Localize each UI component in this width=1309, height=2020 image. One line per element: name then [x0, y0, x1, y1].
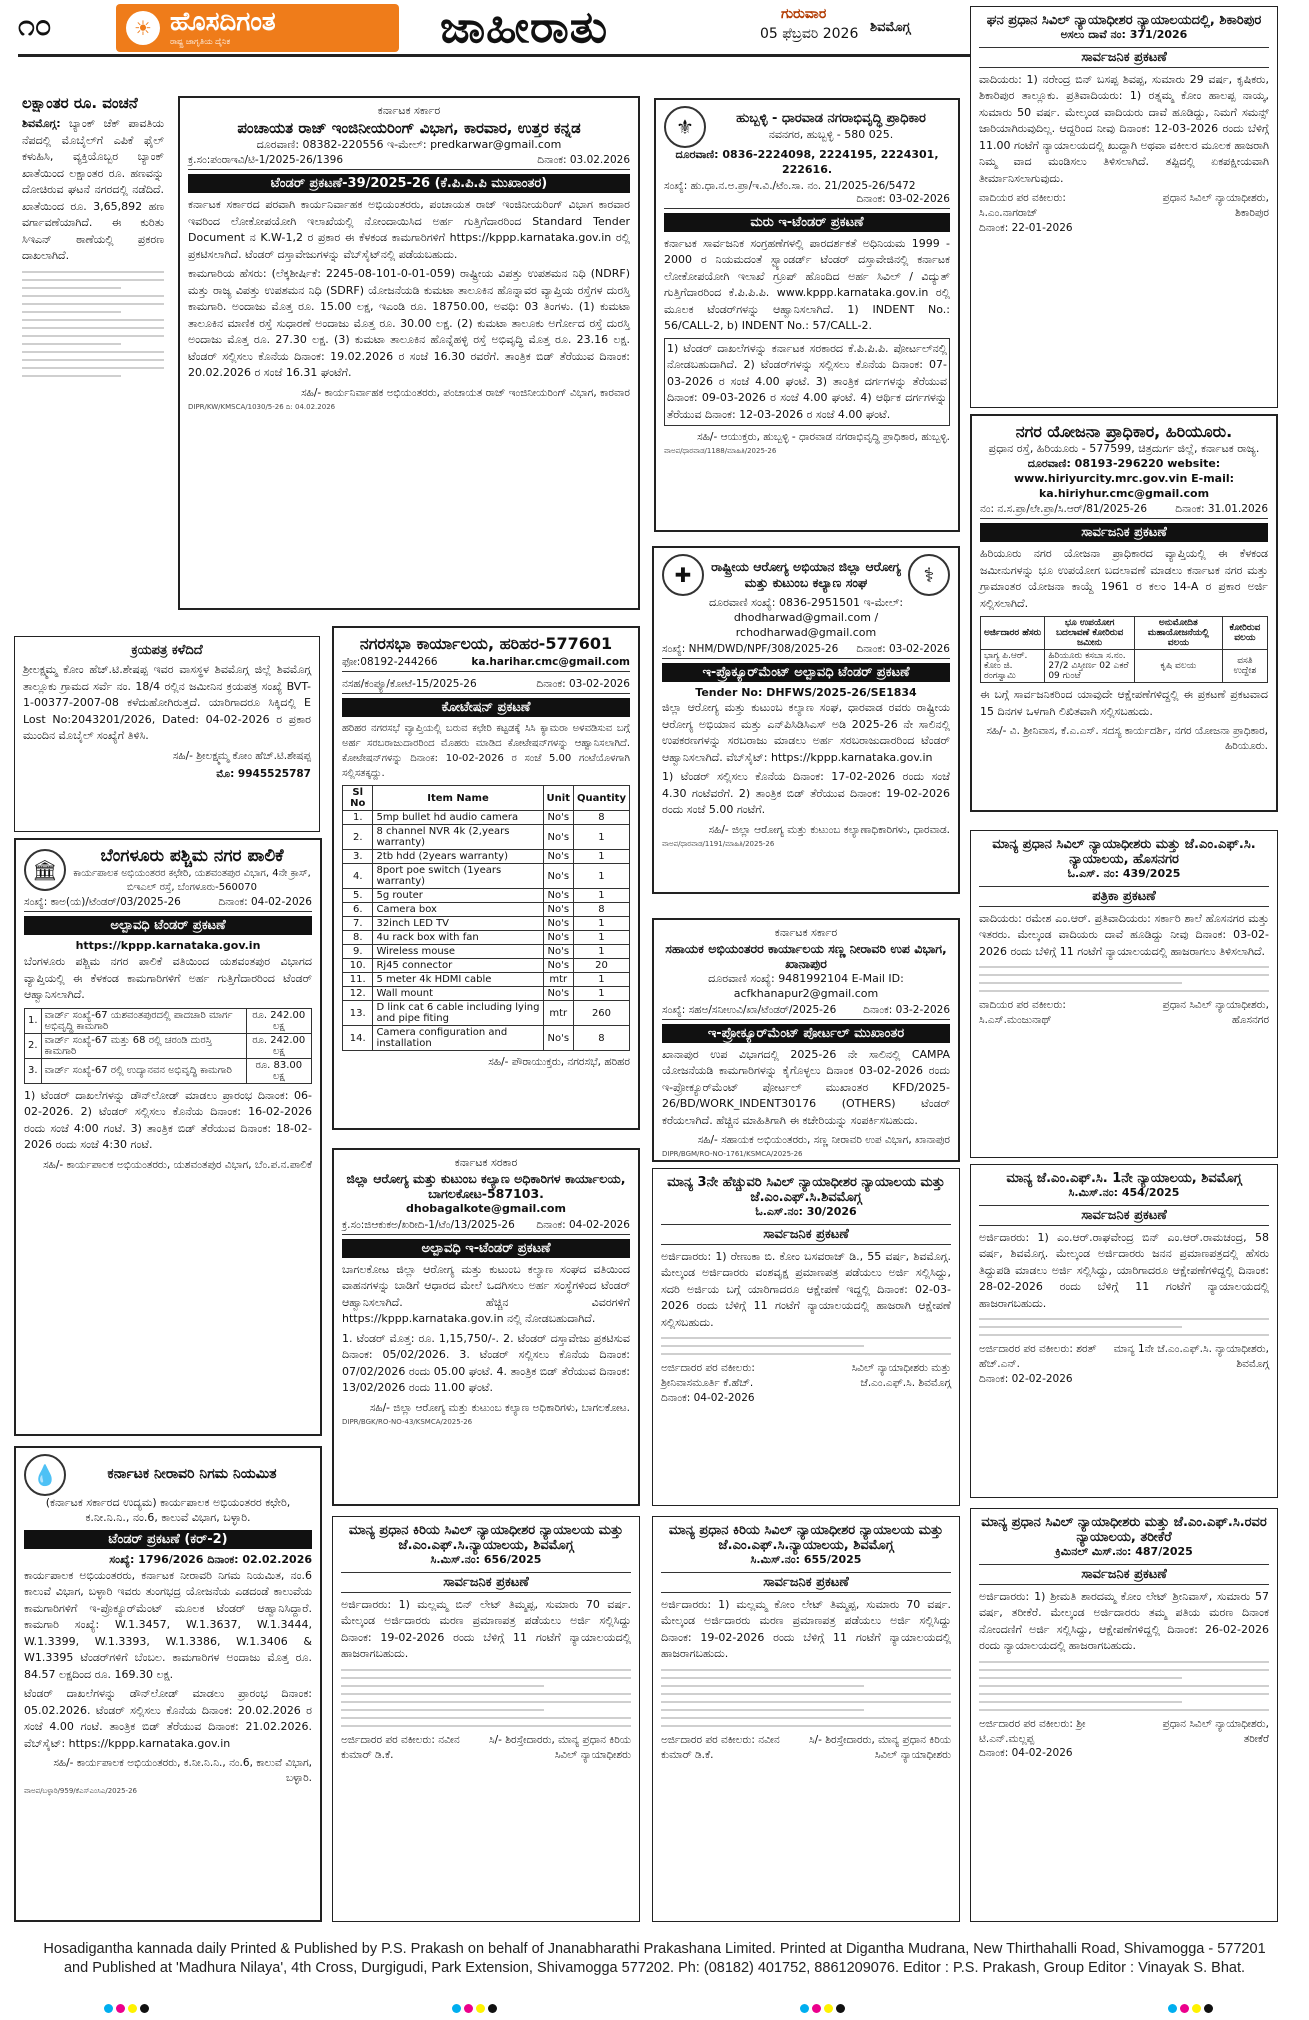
ad-body: ಶ್ರೀಲಕ್ಷ್ಮಮ್ಮ ಕೋಂ ಹೆಚ್.ಟಿ.ಶೇಷಪ್ಪ ಇವರ ವಾಸಸ್ಥಳ ಶಿವಮೊಗ್ಗ ಜಿಲ್ಲೆ ಶಿವಮೊಗ್ಗ ತಾಲ್ಲೂಕು ಗ್ರಾಮದ ಸರ್ವೆ ನಂ. 18/4 ರಲ್ಲಿನ ಜಮೀನಿನ ಕ್ರಯಪತ್ರ ಸಂಖ್ಯೆ BVT-1-00377-2007-08 ಕಳೆದುಹೋಗಿರುತ್ತದೆ. ಯಾರಿಗಾದರೂ ಸಿಕ್ಕಿದಲ್ಲಿ E Lost No:2043201/2026, Dated: 04-02-2026 ರ ಪ್ರಕಾರ ಮುಂದಿನ ಮೊಬೈಲ್ ಸಂಖ್ಯೆಗೆ ತಿಳಿಸಿ. — [23, 663, 311, 742]
table-cell: 1 — [573, 825, 629, 850]
table-cell: 8port poe switch (1years warranty) — [373, 864, 543, 889]
imprint-line-2: and Published at 'Madhura Nilaya', 4th Cross, Durgigudi, Park Extension, Shivamogga 577202. Ph: (08182) 401752, 8861209076. Editor : P.S. Prakash, Group Editor : Vinayak S. Bhat. — [63, 1959, 1246, 1976]
ad-signoff: ಸಹಿ/- ಜಿಲ್ಲಾ ಆರೋಗ್ಯ ಮತ್ತು ಕುಟುಂಬ ಕಲ್ಯಾಣ ಅಧಿಕಾರಿಗಳು, ಬಾಗಲಕೋಟ. — [369, 1401, 630, 1414]
table-cell: 1 — [573, 850, 629, 864]
works-table-body — [25, 1008, 312, 1083]
news-headline: ಲಕ್ಷಾಂತರ ರೂ. ವಂಚನೆ — [22, 94, 138, 112]
court-notice-tarikere: ಮಾನ್ಯ ಪ್ರಧಾನ ಸಿವಿಲ್ ನ್ಯಾಯಾಧೀಶರು ಮತ್ತು ಜೆ.ಎಂ.ಎಫ್.ಸಿ.ರವರ ನ್ಯಾಯಾಲಯ, ತರೀಕೆರೆ ಕ್ರಿಮಿನಲ್ ಮಿಸ್.ನಂ: 487/2025 ಸಾರ್ವಜನಿಕ ಪ್ರಕಟಣೆ ಅರ್ಜಿದಾರರು: 1) ಶ್ರೀಮತಿ ಶಾರದಮ್ಮ ಕೋಂ ಲೇಟ್ ಶ್ರೀನಿವಾಸ್, ಸುಮಾರು 57 ವರ್ಷ, ತರೀಕೆರೆ. ಮೇಲ್ಕಂಡ ಅರ್ಜಿದಾರರು ತಮ್ಮ ಪತಿಯ ಮರಣ ದಿನಾಂಕ ನೋಂದಣಿಗೆ ಅರ್ಜಿ ಸಲ್ಲಿಸಿದ್ದು, ಆಕ್ಷೇಪಣೆಗಳಿದ್ದಲ್ಲಿ ದಿನಾಂಕ: 26-02-2026 ರಂದು ನ್ಯಾಯಾಲಯದಲ್ಲಿ ಹಾಜರಾಗಬಹುದು. ಅರ್ಜಿದಾರರ ಪರ ವಕೀಲರು: ಶ್ರೀ ಟಿ.ಎನ್.ಮಲ್ಲಪ್ಪ ದಿನಾಂಕ: 04-02-2026 ಪ್ರಧಾನ ಸಿವಿಲ್ ನ್ಯಾಯಾಧೀಶರು, ತರೀಕೆರೆ — [970, 1508, 1278, 1922]
ad-ref: ಕ್ರ.ಸಂ:ಪಂರಾಇವಿ/ಟಿ-1/2025-26/1396 — [188, 154, 344, 167]
court-case-number: ಓ.ಎಸ್. ನಂ: 439/2025 — [1067, 867, 1181, 880]
table-cell: 1 — [573, 931, 629, 945]
table-cell: 11. — [343, 973, 373, 987]
table-cell: D link cat 6 cable including lying and pipe fiting — [373, 1001, 543, 1026]
ad-ref: ಕ್ರ.ಸಂ:ಜಿಆಕುಕಅ/ಖರೀದಿ-1/ಟೆಂ/13/2025-26 — [342, 1218, 515, 1231]
table-cell: 8 — [573, 903, 629, 917]
ad-body: ಬಾಗಲಕೋಟ ಜಿಲ್ಲಾ ಆರೋಗ್ಯ ಮತ್ತು ಕುಟುಂಬ ಕಲ್ಯಾಣ ಸಂಘದ ವತಿಯಿಂದ ವಾಹನಗಳನ್ನು ಬಾಡಿಗೆ ಆಧಾರದ ಮೇಲೆ ಒದಗಿಸಲು ಅರ್ಹ ಸಂಸ್ಥೆಗಳಿಂದ ಟೆಂಡರ್ ಆಹ್ವಾನಿಸಲಾಗಿದೆ. ಹೆಚ್ಚಿನ ವಿವರಗಳಿಗೆ https://kppp.karnataka.gov.in ನಲ್ಲಿ ನೋಡಬಹುದಾಗಿದೆ. — [342, 1262, 630, 1326]
ad-phone: ಫೋ:08192-244266 — [342, 656, 438, 668]
news-dateline: ಶಿವಮೊಗ್ಗ: — [22, 117, 61, 130]
ad-schedule: 1) ಟೆಂಡರ್ ದಾಖಲೆಗಳನ್ನು ಕರ್ನಾಟಕ ಸರಕಾರದ ಕೆ.ಪಿ.ಪಿ.ಪಿ. ಪೋರ್ಟಲ್‌ನಲ್ಲಿ ನೋಡಬಹುದಾಗಿದೆ. 2) ಟೆಂಡರ್‌ಗಳನ್ನು ಸಲ್ಲಿಸಲು ಕೊನೆಯ ದಿನಾಂಕ: 07-03-2026 ರ ಸಂಜೆ 4.00 ಘಂಟೆ. 3) ತಾಂತ್ರಿಕ ದರ್ಗಗಳನ್ನು ತೆರೆಯುವ ದಿನಾಂಕ: 09-03-2026 ರ ಸಂಜೆ 4.00 ಘಂಟೆ. 4) ಆರ್ಥಿಕ ದರ್ಗಗಳನ್ನು ತೆರೆಯುವ ದಿನಾಂಕ: 12-03-2026 ರ ಸಂಜೆ 4.00 ಘಂಟೆ. — [664, 338, 950, 427]
ad-date: ದಿನಾಂಕ: 04-02-2026 — [218, 896, 312, 909]
court-body: ಅರ್ಜಿದಾರರು: 1) ಮಲ್ಲಮ್ಮ ಕೋಂ ಲೇಟ್ ತಿಮ್ಮಪ್ಪ, ಸುಮಾರು 70 ವರ್ಷ. ಮೇಲ್ಕಂಡ ಅರ್ಜಿದಾರರು ಮರಣ ಪ್ರಮಾಣಪತ್ರ ಪಡೆಯಲು ಅರ್ಜಿ ಸಲ್ಲಿಸಿದ್ದು ದಿನಾಂಕ: 19-02-2026 ರಂದು ಬೆಳಿಗ್ಗೆ 11 ಗಂಟೆಗೆ ನ್ಯಾಯಾಲಯದಲ್ಲಿ ಹಾಜರಾಗಬಹುದು. — [661, 1597, 951, 1661]
court-notice-shimoga-civil-656: ಮಾನ್ಯ ಪ್ರಧಾನ ಕಿರಿಯ ಸಿವಿಲ್ ನ್ಯಾಯಾಧೀಶರ ನ್ಯಾಯಾಲಯ ಮತ್ತು ಜೆ.ಎಂ.ಎಫ್.ಸಿ.ನ್ಯಾಯಾಲಯ, ಶಿವಮೊಗ್ಗ ಸಿ.ಮಿಸ್.ನಂ: 656/2025 ಸಾರ್ವಜನಿಕ ಪ್ರಕಟಣೆ ಅರ್ಜಿದಾರರು: 1) ಮಲ್ಲಮ್ಮ ಬಿನ್ ಲೇಟ್ ತಿಮ್ಮಪ್ಪ, ಸುಮಾರು 70 ವರ್ಷ. ಮೇಲ್ಕಂಡ ಅರ್ಜಿದಾರರು ಮರಣ ಪ್ರಮಾಣಪತ್ರ ಪಡೆಯಲು ಅರ್ಜಿ ಸಲ್ಲಿಸಿದ್ದು ದಿನಾಂಕ: 19-02-2026 ರಂದು ಬೆಳಿಗ್ಗೆ 11 ಗಂಟೆಗೆ ನ್ಯಾಯಾಲಯದಲ್ಲಿ ಹಾಜರಾಗಬಹುದು. ಅರ್ಜಿದಾರರ ಪರ ವಕೀಲರು: ನವೀನ ಕುಮಾರ್ ಡಿ.ಕೆ. ಸಿ/- ಶಿರಸ್ತೇದಾರರು, ಮಾನ್ಯ ಪ್ರಧಾನ ಕಿರಿಯ ಸಿವಿಲ್ ನ್ಯಾಯಾಧೀಶರು — [332, 1516, 640, 1922]
ad-portal: https://kppp.karnataka.gov.in — [75, 939, 261, 953]
court-judge: ಪ್ರಧಾನ ಸಿವಿಲ್ ನ್ಯಾಯಾಧೀಶರು, ಹೊಸನಗರ — [1162, 999, 1269, 1027]
court-notice-hosanagar: ಮಾನ್ಯ ಪ್ರಧಾನ ಸಿವಿಲ್ ನ್ಯಾಯಾಧೀಶರು ಮತ್ತು ಜೆ.ಎಂ.ಎಫ್.ಸಿ. ನ್ಯಾಯಾಲಯ, ಹೊಸನಗರ ಓ.ಎಸ್. ನಂ: 439/2025 ಪತ್ರಿಕಾ ಪ್ರಕಟಣೆ ವಾದಿಯರು: ರಮೇಶ ಎಂ.ಆರ್. ಪ್ರತಿವಾದಿಯರು: ಸರ್ಕಾರಿ ಶಾಲೆ ಹೊಸನಗರ ಮತ್ತು ಇತರರು. ಮೇಲ್ಕಂಡ ವಾದಿಯರು ದಾವೆ ಹೂಡಿದ್ದು ನೀವು ದಿನಾಂಕ: 03-02-2026 ರಂದು ಬೆಳಿಗ್ಗೆ 11 ಗಂಟೆಗೆ ನ್ಯಾಯಾಲಯದಲ್ಲಿ ಹಾಜರಾಗಲು ತಿಳಿಸಲಾಗಿದೆ. ವಾದಿಯರ ಪರ ವಕೀಲರು: ಸಿ.ಎಸ್.ಮಂಜುನಾಥ್ ಪ್ರಧಾನ ಸಿವಿಲ್ ನ್ಯಾಯಾಧೀಶರು, ಹೊಸನಗರ — [970, 830, 1278, 1158]
water-drop-icon: 💧 — [24, 1454, 66, 1496]
ad-signoff: ಸಹಿ/- ಜಿಲ್ಲಾ ಆರೋಗ್ಯ ಮತ್ತು ಕುಟುಂಬ ಕಲ್ಯಾಣಾಧಿಕಾರಿಗಳು, ಧಾರವಾಡ. — [708, 823, 950, 836]
table-cell: ರೂ. 242.00 ಲಕ್ಷ — [246, 1033, 311, 1058]
ad-date: ದಿನಾಂಕ: 04-02-2026 — [536, 1218, 630, 1231]
registration-marks — [452, 2004, 497, 2013]
court-title: ಮಾನ್ಯ ಪ್ರಧಾನ ಕಿರಿಯ ಸಿವಿಲ್ ನ್ಯಾಯಾಧೀಶರ ನ್ಯಾಯಾಲಯ ಮತ್ತು ಜೆ.ಎಂ.ಎಫ್.ಸಿ.ನ್ಯಾಯಾಲಯ, ಶಿವಮೊಗ್ಗ — [348, 1523, 624, 1553]
table-cell: 2tb hdd (2years warranty) — [373, 850, 543, 864]
table-row — [343, 864, 630, 889]
ad-code: DIPR/BGK/RO-NO-43/KSMCA/2025-26 — [342, 1417, 473, 1426]
ad-gov-label: ಕರ್ನಾಟಕ ಸರ್ಕಾರ — [774, 926, 838, 939]
section-title: ಜಾಹೀರಾತು — [440, 2, 609, 53]
table-row — [343, 850, 630, 864]
table-cell: 1 — [573, 889, 629, 903]
ad-signoff: ಸಹಿ/- ಪೌರಾಯುಕ್ತರು, ನಗರಸಭೆ, ಹರಿಹರ — [488, 1056, 630, 1068]
table-cell: 3. — [25, 1058, 42, 1083]
ad-gov-label: ಕರ್ನಾಟಕ ಸರ್ಕಾರ — [377, 104, 441, 117]
court-title: ಮಾನ್ಯ ಪ್ರಧಾನ ಕಿರಿಯ ಸಿವಿಲ್ ನ್ಯಾಯಾಧೀಶರ ನ್ಯಾಯಾಲಯ ಮತ್ತು ಜೆ.ಎಂ.ಎಫ್.ಸಿ.ನ್ಯಾಯಾಲಯ, ಶಿವಮೊಗ್ಗ — [668, 1523, 944, 1553]
table-cell: 8 — [573, 1026, 629, 1051]
sun-icon: ☀ — [126, 11, 160, 45]
court-body: ಅರ್ಜಿದಾರರು: 1) ಶ್ರೀಮತಿ ಶಾರದಮ್ಮ ಕೋಂ ಲೇಟ್ ಶ್ರೀನಿವಾಸ್, ಸುಮಾರು 57 ವರ್ಷ, ತರೀಕೆರೆ. ಮೇಲ್ಕಂಡ ಅರ್ಜಿದಾರರು ತಮ್ಮ ಪತಿಯ ಮರಣ ದಿನಾಂಕ ನೋಂದಣಿಗೆ ಅರ್ಜಿ ಸಲ್ಲಿಸಿದ್ದು, ಆಕ್ಷೇಪಣೆಗಳಿದ್ದಲ್ಲಿ ದಿನಾಂಕ: 26-02-2026 ರಂದು ನ್ಯಾಯಾಲಯದಲ್ಲಿ ಹಾಜರಾಗಬಹುದು. — [979, 1589, 1269, 1653]
ad-signoff: ಸಹಿ/- ಶ್ರೀಲಕ್ಷ್ಮಮ್ಮ ಕೋಂ ಹೆಚ್.ಟಿ.ಶೇಷಪ್ಪ — [172, 749, 311, 762]
ad-title: ಹುಬ್ಬಳ್ಳಿ - ಧಾರವಾಡ ನಗರಾಭಿವೃದ್ಧಿ ಪ್ರಾಧಿಕಾರ — [736, 111, 926, 127]
ad-band: ಟೆಂಡರ್ ಪ್ರಕಟಣೆ-39/2025-26 (ಕೆ.ಪಿ.ಪಿ.ಪಿ ಮುಖಾಂತರ) — [188, 174, 630, 193]
ad-band: ಇ-ಪ್ರೊಕ್ಯೂರ್‌ಮೆಂಟ್ ಅಲ್ಪಾವಧಿ ಟೆಂಡರ್ ಪ್ರಕಟಣೆ — [662, 663, 950, 682]
table-cell: 9. — [343, 945, 373, 959]
table-row — [343, 959, 630, 973]
ad-ref: ಸಂಖ್ಯೆ: ಕಾಅ(ಯ)/ಟೆಂಡರ್/03/2025-26 — [24, 896, 181, 909]
ad-schedule: 1. ಟೆಂಡರ್ ಮೊತ್ತ: ರೂ. 1,15,750/-. 2. ಟೆಂಡರ್ ದಸ್ತಾವೇಜು ಪ್ರಕಟಿಸುವ ದಿನಾಂಕ: 05/02/2026. 3. ಟೆಂಡರ್ ಸಲ್ಲಿಸಲು ಕೊನೆಯ ದಿನಾಂಕ: 07/02/2026 ರಂದು 05.00 ಘಂಟೆ. 4. ತಾಂತ್ರಿಕ ಬಿಡ್ ತೆರೆಯುವ ದಿನಾಂಕ: 13/02/2026 ರಂದು 11.00 ಘಂಟೆ. — [342, 1331, 630, 1395]
ad-band: ಕೋಟೇಷನ್ ಪ್ರಕಟಣೆ — [342, 698, 630, 717]
table-cell: 6. — [343, 903, 373, 917]
table-cell: 8 — [573, 811, 629, 825]
ad-band: ಸಾರ್ವಜನಿಕ ಪ್ರಕಟಣೆ — [980, 523, 1268, 542]
ad-band: ಟೆಂಡರ್ ಪ್ರಕಟಣೆ (ಕರ್-2) — [24, 1530, 312, 1549]
court-case-number: ಸಿ.ಮಿಸ್.ನಂ: 655/2025 — [750, 1553, 862, 1566]
ad-title: ಬೆಂಗಳೂರು ಪಶ್ಚಿಮ ನಗರ ಪಾಲಿಕೆ — [100, 846, 284, 866]
ad-body: ಬೆಂಗಳೂರು ಪಶ್ಚಿಮ ನಗರ ಪಾಲಿಕೆ ವತಿಯಿಂದ ಯಶವಂತಪುರ ವಿಭಾಗದ ವ್ಯಾಪ್ತಿಯಲ್ಲಿ ಈ ಕೆಳಕಂಡ ಕಾಮಗಾರಿಗಳಿಗೆ ಅರ್ಹ ಗುತ್ತಿಗೆದಾರರಿಂದ ಟೆಂಡರ್ ಆಹ್ವಾನಿಸಲಾಗಿದೆ. — [24, 955, 312, 1002]
ad-code: DIPR/BGM/RO-NO-1761/KSMCA/2025-26 — [662, 1149, 803, 1158]
emblem-icon: ⚕ — [908, 554, 950, 596]
table-header: ಅನುಮೋದಿತ ಮಹಾಯೋಜನೆಯಲ್ಲಿ ವಲಯ — [1134, 617, 1222, 650]
table-cell: 14. — [343, 1026, 373, 1051]
registration-marks — [104, 2004, 149, 2013]
court-judge: ಸಿ/- ಶಿರಸ್ತೇದಾರರು, ಮಾನ್ಯ ಪ್ರಧಾನ ಕಿರಿಯ ಸಿವಿಲ್ ನ್ಯಾಯಾಧೀಶರು — [489, 1733, 631, 1761]
ad-title: ನಗರಸಭಾ ಕಾರ್ಯಾಲಯ, ಹರಿಹರ-577601 — [359, 634, 613, 653]
court-title: ಘನ ಪ್ರಧಾನ ಸಿವಿಲ್ ನ್ಯಾಯಾಧೀಶರ ನ್ಯಾಯಾಲಯದಲ್ಲಿ, ಶಿಕಾರಿಪುರ — [986, 13, 1262, 28]
table-cell: mtr — [543, 973, 573, 987]
ad-address: ಪ್ರಧಾನ ರಸ್ತೆ, ಹಿರಿಯೂರು - 577599, ಚಿತ್ರದುರ್ಗ ಜಿಲ್ಲೆ, ಕರ್ನಾಟಕ ರಾಜ್ಯ. — [988, 442, 1260, 455]
table-row — [343, 811, 630, 825]
table-cell: No's — [543, 931, 573, 945]
ad-address: ನವನಗರ, ಹುಬ್ಬಳ್ಳಿ - 580 025. — [768, 127, 894, 141]
ad-ref: ಸಂಖ್ಯೆ: 1796/2026 ದಿನಾಂಕ: 02.02.2026 — [109, 1552, 312, 1566]
ad-body: ಜಿಲ್ಲಾ ಆರೋಗ್ಯ ಮತ್ತು ಕುಟುಂಬ ಕಲ್ಯಾಣ ಸಂಘ, ಧಾರವಾಡ ರವರು ರಾಷ್ಟ್ರೀಯ ಆರೋಗ್ಯ ಅಭಿಯಾನ ಮತ್ತು ಎನ್‌ಪಿಸಿಡಿಸಿಎಸ್ ಅಡಿ 2025-26 ನೇ ಸಾಲಿನಲ್ಲಿ ಉಪಕರಣಗಳನ್ನು ಸರಬರಾಜು ಮಾಡಲು ಅರ್ಹ ಸರಬರಾಜುದಾರರಿಂದ ಟೆಂಡರ್ ಆಹ್ವಾನಿಸಲಾಗಿದೆ. ವೆಬ್‌ಸೈಟ್: https://kppp.karnataka.gov.in — [662, 701, 950, 764]
table-header: ಭೂ ಉಪಯೋಗ ಬದಲಾವಣೆ ಕೋರಿರುವ ಜಮೀನು — [1045, 617, 1135, 650]
table-cell: No's — [543, 811, 573, 825]
court-notice-shikaripura: ಘನ ಪ್ರಧಾನ ಸಿವಿಲ್ ನ್ಯಾಯಾಧೀಶರ ನ್ಯಾಯಾಲಯದಲ್ಲಿ, ಶಿಕಾರಿಪುರ ಅಸಲು ದಾವೆ ನಂ: 371/2026 ಸಾರ್ವಜನಿಕ ಪ್ರಕಟಣೆ ವಾದಿಯರು: 1) ನರೇಂದ್ರ ಬಿನ್ ಬಸಪ್ಪ ಶಿವಪ್ಪ, ಸುಮಾರು 29 ವರ್ಷ, ಕೃಷಿಕರು, ಶಿಕಾರಿಪುರ ತಾಲ್ಲೂಕು. ಪ್ರತಿವಾದಿಯರು: 1) ರತ್ನಮ್ಮ ಕೋಂ ಹಾಲಪ್ಪ ನಾಯ್ಕ, ಸುಮಾರು 50 ವರ್ಷ. ಮೇಲ್ಕಂಡ ವಾದಿಯರು ದಾವೆ ಹೂಡಿದ್ದು, ನಿಮಗೆ ಸಮನ್ಸ್ ಜಾರಿಯಾಗಿರುವುದಿಲ್ಲ. ಆದ್ದರಿಂದ ನೀವು ದಿನಾಂಕ: 12-03-2026 ರಂದು ಬೆಳಿಗ್ಗೆ 11.00 ಗಂಟೆಗೆ ನ್ಯಾಯಾಲಯದಲ್ಲಿ ಖುದ್ದಾಗಿ ಅಥವಾ ವಕೀಲರ ಮೂಲಕ ಹಾಜರಾಗಿ ನಿಮ್ಮ ವಾದ ಮಂಡಿಸಲು ತಿಳಿಸಲಾಗಿದೆ. ತಪ್ಪಿದಲ್ಲಿ ಏಕಪಕ್ಷೀಯವಾಗಿ ತೀರ್ಮಾನಿಸಲಾಗುವುದು. ವಾದಿಯರ ಪರ ವಕೀಲರು: ಸಿ.ಎಂ.ನಾಗರಾಜ್ ದಿನಾಂಕ: 22-01-2026 ಪ್ರಧಾನ ಸಿವಿಲ್ ನ್ಯಾಯಾಧೀಶರು, ಶಿಕಾರಿಪುರ — [970, 6, 1278, 408]
table-cell: 3. — [343, 850, 373, 864]
ad-title: ಪಂಚಾಯತ ರಾಜ್ ಇಂಜಿನೀಯರಿಂಗ್ ವಿಭಾಗ, ಕಾರವಾರ, ಉತ್ತರ ಕನ್ನಡ — [237, 118, 581, 137]
logo-tagline: ರಾಷ್ಟ್ರ ಜಾಗೃತಿಯ ದೈನಿಕ — [170, 37, 231, 46]
ad-contact: ದೂರವಾಣಿ ಸಂಖ್ಯೆ: 0836-2951501 ಇ-ಮೇಲ್: dhodharwad@gmail.com / rchodharwad@gmail.com — [708, 596, 904, 639]
court-judge: ಸಿವಿಲ್ ನ್ಯಾಯಾಧೀಶರು ಮತ್ತು ಜೆ.ಎಂ.ಎಫ್.ಸಿ. ಶಿವಮೊಗ್ಗ — [851, 1362, 951, 1390]
publish-day: ಗುರುವಾರ — [781, 6, 827, 22]
ad-title: ಕರ್ನಾಟಕ ನೀರಾವರಿ ನಿಗಮ ನಿಯಮಿತ — [107, 1466, 277, 1483]
table-row — [343, 945, 630, 959]
court-judge: ಪ್ರಧಾನ ಸಿವಿಲ್ ನ್ಯಾಯಾಧೀಶರು, ತರೀಕೆರೆ — [1162, 1717, 1269, 1745]
table-cell: No's — [543, 864, 573, 889]
table-cell: ರೂ. 83.00 ಲಕ್ಷ — [246, 1058, 311, 1083]
table-cell: 32inch LED TV — [373, 917, 543, 931]
table-cell: Rj45 connector — [373, 959, 543, 973]
works-table — [24, 1008, 312, 1084]
ad-body: ಕಾರ್ಯಪಾಲಕ ಅಭಿಯಂತರರು, ಕರ್ನಾಟಕ ನೀರಾವರಿ ನಿಗಮ ನಿಯಮಿತ, ನಂ.6 ಕಾಲುವೆ ವಿಭಾಗ, ಬಳ್ಳಾರಿ ಇವರು ತುಂಗಭದ್ರ ಯೋಜನೆಯ ಎಡದಂಡೆ ಕಾಲುವೆಯ ಕಾಮಗಾರಿಗಳಿಗೆ ಇ-ಪ್ರೊಕ್ಯೂರ್‌ಮೆಂಟ್ ಮೂಲಕ ಟೆಂಡರ್ ಆಹ್ವಾನಿಸಿದ್ದಾರೆ. ಕಾಮಗಾರಿ ಸಂಖ್ಯೆ: W.1.3457, W.1.3637, W.1.3444, W.1.3399, W.1.3393, W.1.3386, W.1.3406 & W1.3395 ಟೆಂಡರ್‌ಗಳಿಗೆ ಬೆಂಬಲ. ಕಾಮಗಾರಿಗಳ ಅಂದಾಜು ಮೊತ್ತ ರೂ. 84.57 ಲಕ್ಷದಿಂದ ರೂ. 169.30 ಲಕ್ಷ. — [24, 1568, 312, 1681]
table-cell: 13. — [343, 1001, 373, 1026]
table-cell: No's — [543, 959, 573, 973]
court-case-number: ಸಿ.ಮಿಸ್.ನಂ: 454/2025 — [1068, 1186, 1180, 1199]
table-cell: 2. — [343, 825, 373, 850]
water-board-tender-ad — [14, 1446, 322, 1922]
table-cell: 260 — [573, 1001, 629, 1026]
table-cell: 8 channel NVR 4k (2,years warranty) — [373, 825, 543, 850]
table-cell: Camera box — [373, 903, 543, 917]
court-body: ಅರ್ಜಿದಾರರು: 1) ಎಂ.ಆರ್.ರಾಘವೇಂದ್ರ ಬಿನ್ ಎಂ.ಆರ್.ರಾಮಚಂದ್ರ, 58 ವರ್ಷ, ಶಿವಮೊಗ್ಗ. ಮೇಲ್ಕಂಡ ಅರ್ಜಿದಾರರು ಜನನ ಪ್ರಮಾಣಪತ್ರದಲ್ಲಿ ಹೆಸರು ತಿದ್ದುಪಡಿ ಮಾಡಲು ಅರ್ಜಿ ಸಲ್ಲಿಸಿದ್ದು, ಯಾರಿಗಾದರೂ ಆಕ್ಷೇಪಣೆಗಳಿದ್ದಲ್ಲಿ ದಿನಾಂಕ: 28-02-2026 ರಂದು ಬೆಳಿಗ್ಗೆ 11 ಗಂಟೆಗೆ ನ್ಯಾಯಾಲಯದಲ್ಲಿ ಹಾಜರಾಗಬಹುದು. — [979, 1230, 1269, 1310]
items-table — [342, 785, 630, 1051]
ad-signoff: ಸಹಿ/- ಸಹಾಯಕ ಅಭಿಯಂತರರು, ಸಣ್ಣ ನೀರಾವರಿ ಉಪ ವಿಭಾಗ, ಖಾನಾಪುರ — [697, 1134, 950, 1147]
ad-signoff: ಸಹಿ/- ಕಾರ್ಯಪಾಲಕ ಅಭಿಯಂತರರು, ಕ.ನೀ.ನಿ.ನಿ., ನಂ.6, ಕಾಲುವೆ ವಿಭಾಗ, ಬಳ್ಳಾರಿ. — [53, 1757, 312, 1784]
table-cell: No's — [543, 850, 573, 864]
page-number: ೧೦ — [18, 8, 52, 43]
court-title: ಮಾನ್ಯ ಜೆ.ಎಂ.ಎಫ್.ಸಿ. 1ನೇ ನ್ಯಾಯಾಲಯ, ಶಿವಮೊಗ್ಗ — [1006, 1171, 1242, 1186]
ad-footer: ಈ ಬಗ್ಗೆ ಸಾರ್ವಜನಿಕರಿಂದ ಯಾವುದೇ ಆಕ್ಷೇಪಣೆಗಳಿದ್ದಲ್ಲಿ ಈ ಪ್ರಕಟಣೆ ಪ್ರಕಟವಾದ 15 ದಿನಗಳ ಒಳಗಾಗಿ ಲಿಖಿತವಾಗಿ ಸಲ್ಲಿಸಬಹುದು. — [980, 688, 1268, 718]
ad-title: ಕ್ರಯಪತ್ರ ಕಳೆದಿದೆ — [131, 643, 203, 658]
court-body: ಅರ್ಜಿದಾರರು: 1) ರೇಣುಕಾ ಬಿ. ಕೋಂ ಬಸವರಾಜ್ ಡಿ., 55 ವರ್ಷ, ಶಿವಮೊಗ್ಗ. ಮೇಲ್ಕಂಡ ಅರ್ಜಿದಾರರು ವಂಶವೃಕ್ಷ ಪ್ರಮಾಣಪತ್ರ ಪಡೆಯಲು ಅರ್ಜಿ ಸಲ್ಲಿಸಿದ್ದು, ಸದರಿ ಅರ್ಜಿಯ ಬಗ್ಗೆ ಯಾರಿಗಾದರೂ ಆಕ್ಷೇಪಣೆ ಇದ್ದಲ್ಲಿ ದಿನಾಂಕ: 02-03-2026 ರಂದು ಬೆಳಿಗ್ಗೆ 11 ಗಂಟೆಗೆ ನ್ಯಾಯಾಲಯದಲ್ಲಿ ಹಾಜರಾಗಿ ಆಕ್ಷೇಪಣೆ ಸಲ್ಲಿಸಬಹುದು. — [661, 1249, 951, 1329]
court-date: ದಿನಾಂಕ: 22-01-2026 — [979, 221, 1073, 234]
ad-contact: ದೂರವಾಣಿ: 08193-296220 website: www.hiriyurcity.mrc.gov.vin E-mail: ka.hiriyhur.cmc@gmail.com — [1013, 456, 1235, 500]
ad-tender-number: Tender No: DHFWS/2025-26/SE1834 — [695, 685, 917, 699]
emblem-icon: ⚜ — [664, 106, 706, 148]
ad-phone: ಮೊ: 9945525787 — [216, 768, 311, 781]
ad-code: ವಾಅಪ/ಧಾರವಾಡ/1191/ಮಾಹಿತಿ/2025-26 — [662, 839, 775, 848]
items-table-body — [343, 811, 630, 1051]
court-judge: ಮಾನ್ಯ 1ನೇ ಜೆ.ಎಂ.ಎಫ್.ಸಿ. ನ್ಯಾಯಾಧೀಶರು, ಶಿವಮೊಗ್ಗ — [1113, 1343, 1269, 1371]
table-cell: 2. — [25, 1033, 42, 1058]
table-row — [25, 1058, 312, 1083]
table-cell: ರೂ. 242.00 ಲಕ್ಷ — [246, 1008, 311, 1033]
table-cell: No's — [543, 1026, 573, 1051]
court-advocate: ಅರ್ಜಿದಾರರ ಪರ ವಕೀಲರು: ಶ್ರೀನಿವಾಸಮೂರ್ತಿ ಕೆ.ಹೆಚ್. — [661, 1362, 755, 1390]
ad-subtitle: (ಕರ್ನಾಟಕ ಸರ್ಕಾರದ ಉದ್ಯಮ) ಕಾರ್ಯಪಾಲಕ ಅಭಿಯಂತರರ ಕಛೇರಿ, ಕ.ನೀ.ನಿ.ನಿ., ನಂ.6, ಕಾಲುವೆ ವಿಭಾಗ, ಬಳ್ಳಾರಿ. — [45, 1496, 291, 1524]
court-advocate: ಅರ್ಜಿದಾರರ ಪರ ವಕೀಲರು: ಶರತ್ ಹೆಚ್.ಎನ್. — [979, 1343, 1097, 1371]
ad-date: ದಿನಾಂಕ: 03-02-2026 — [536, 678, 630, 690]
table-row — [981, 650, 1268, 683]
court-date: ದಿನಾಂಕ: 02-02-2026 — [979, 1372, 1073, 1385]
news-body: ಬ್ಯಾಂಕ್ ಚೆಕ್‌ ಪಾವತಿಯ ನೆಪದಲ್ಲಿ ಮೊಬೈಲ್‌ಗೆ ಎಪಿಕೆ ಫೈಲ್ ಕಳುಹಿಸಿ, ವ್ಯಕ್ತಿಯೊಬ್ಬರ ಬ್ಯಾಂಕ್ ಖಾತೆಯಿಂದ ಲಕ್ಷಾಂತರ ರೂ. ಹಣವನ್ನು ದೋಚಿರುವ ಘಟನೆ ನಗರದಲ್ಲಿ ನಡೆದಿದೆ. ಖಾತೆಯಿಂದ ರೂ. 3,65,892 ಹಣ ವರ್ಗಾವಣೆಯಾಗಿದೆ. ಈ ಕುರಿತು ಸಿಇಎನ್ ಠಾಣೆಯಲ್ಲಿ ಪ್ರಕರಣ ದಾಖಲಾಗಿದೆ. — [22, 117, 164, 262]
table-cell: 1 — [573, 973, 629, 987]
ad-ref: ಸಂಖ್ಯೆ: ಸಹಅ/ಸನೀಉವಿ/ಖಾ/ಟೆಂಡರ್/2025-26 — [662, 1003, 837, 1016]
table-row — [25, 1008, 312, 1033]
table-cell: 10. — [343, 959, 373, 973]
table-row — [343, 1001, 630, 1026]
ad-signoff: ಸಹಿ/- ಕಾರ್ಯಪಾಲಕ ಅಭಿಯಂತರರು, ಯಶವಂತಪುರ ವಿಭಾಗ, ಬೆಂ.ಪ.ನ.ಪಾಲಿಕೆ — [43, 1158, 312, 1171]
hiriyur-public-notice — [970, 414, 1278, 812]
table-cell: 8. — [343, 931, 373, 945]
table-cell: 5 meter 4k HDMI cable — [373, 973, 543, 987]
hdda-tender-ad — [654, 98, 960, 532]
ad-contact: ದೂರವಾಣಿ: 08382-220556 ಇ-ಮೇಲ್: predkarwar@gmail.com — [256, 137, 562, 151]
court-advocate: ವಾದಿಯರ ಪರ ವಕೀಲರು: ಸಿ.ಎಸ್.ಮಂಜುನಾಥ್ — [979, 999, 1066, 1027]
pwd-karwar-tender-ad — [178, 96, 640, 610]
table-cell: 4. — [343, 864, 373, 889]
table-cell: 20 — [573, 959, 629, 973]
table-cell: mtr — [543, 1001, 573, 1026]
table-cell: ವಾರ್ಡ್ ಸಂಖ್ಯೆ-67 ರಲ್ಲಿ ಉದ್ಯಾನವನ ಅಭಿವೃದ್ಧಿ ಕಾಮಗಾರಿ — [41, 1058, 246, 1083]
table-row — [343, 1026, 630, 1051]
table-cell: 1 — [573, 987, 629, 1001]
table-cell: ವಾರ್ಡ್ ಸಂಖ್ಯೆ-67 ಯಶವಂತಪುರದಲ್ಲಿ ಪಾದಚಾರಿ ಮಾರ್ಗ ಅಭಿವೃದ್ಧಿ ಕಾಮಗಾರಿ — [41, 1008, 246, 1033]
ad-gov-label: ಕರ್ನಾಟಕ ಸರಕಾರ — [454, 1156, 518, 1169]
table-cell: 1. — [25, 1008, 42, 1033]
table-cell: ವಸತಿ ಉದ್ದೇಶ — [1222, 650, 1267, 683]
ad-code: DIPR/KW/KMSCA/1030/5-26 ದಿ: 04.02.2026 — [188, 402, 336, 411]
ad-date: ದಿನಾಂಕ: 03-2-2026 — [863, 1003, 950, 1016]
newspaper-logo — [116, 4, 399, 52]
court-advocate: ಅರ್ಜಿದಾರರ ಪರ ವಕೀಲರು: ಶ್ರೀ ಟಿ.ಎನ್.ಮಲ್ಲಪ್ಪ — [979, 1717, 1086, 1745]
court-title: ಮಾನ್ಯ ಪ್ರಧಾನ ಸಿವಿಲ್ ನ್ಯಾಯಾಧೀಶರು ಮತ್ತು ಜೆ.ಎಂ.ಎಫ್.ಸಿ.ರವರ ನ್ಯಾಯಾಲಯ, ತರೀಕೆರೆ — [981, 1515, 1267, 1545]
ad-date: ದಿನಾಂಕ: 03.02.2026 — [537, 154, 630, 167]
ad-ref: ನಂ: ನ.ಸ.ಪ್ರಾ/ಲೇ.ಪ್ರಾ/ಸಿ.ಆರ್/81/2025-26 — [980, 503, 1148, 516]
table-cell: No's — [543, 945, 573, 959]
court-notice-shimoga-civil-655: ಮಾನ್ಯ ಪ್ರಧಾನ ಕಿರಿಯ ಸಿವಿಲ್ ನ್ಯಾಯಾಧೀಶರ ನ್ಯಾಯಾಲಯ ಮತ್ತು ಜೆ.ಎಂ.ಎಫ್.ಸಿ.ನ್ಯಾಯಾಲಯ, ಶಿವಮೊಗ್ಗ ಸಿ.ಮಿಸ್.ನಂ: 655/2025 ಸಾರ್ವಜನಿಕ ಪ್ರಕಟಣೆ ಅರ್ಜಿದಾರರು: 1) ಮಲ್ಲಮ್ಮ ಕೋಂ ಲೇಟ್ ತಿಮ್ಮಪ್ಪ, ಸುಮಾರು 70 ವರ್ಷ. ಮೇಲ್ಕಂಡ ಅರ್ಜಿದಾರರು ಮರಣ ಪ್ರಮಾಣಪತ್ರ ಪಡೆಯಲು ಅರ್ಜಿ ಸಲ್ಲಿಸಿದ್ದು ದಿನಾಂಕ: 19-02-2026 ರಂದು ಬೆಳಿಗ್ಗೆ 11 ಗಂಟೆಗೆ ನ್ಯಾಯಾಲಯದಲ್ಲಿ ಹಾಜರಾಗಬಹುದು. ಅರ್ಜಿದಾರರ ಪರ ವಕೀಲರು: ನವೀನ ಕುಮಾರ್ ಡಿ.ಕೆ. ಸಿ/- ಶಿರಸ್ತೇದಾರರು, ಮಾನ್ಯ ಪ್ರಧಾನ ಕಿರಿಯ ಸಿವಿಲ್ ನ್ಯಾಯಾಧೀಶರು — [652, 1516, 960, 1922]
emblem-icon: ✚ — [662, 554, 704, 596]
ad-schedule: ಟೆಂಡರ್ ದಾಖಲೆಗಳನ್ನು ಡೌನ್‌ಲೋಡ್ ಮಾಡಲು ಪ್ರಾರಂಭ ದಿನಾಂಕ: 05.02.2026. ಟೆಂಡರ್ ಸಲ್ಲಿಸಲು ಕೊನೆಯ ದಿನಾಂಕ: 20.02.2026 ರ ಸಂಜೆ 4.00 ಗಂಟೆ. ತಾಂತ್ರಿಕ ಬಿಡ್ ತೆರೆಯುವ ದಿನಾಂಕ: 21.02.2026. ವೆಬ್‌ಸೈಟ್: https://kppp.karnataka.gov.in — [24, 1687, 312, 1750]
ad-schedule: 1) ಟೆಂಡರ್ ಸಲ್ಲಿಸಲು ಕೊನೆಯ ದಿನಾಂಕ: 17-02-2026 ರಂದು ಸಂಜೆ 4.30 ಗಂಟೆವರೆಗೆ. 2) ತಾಂತ್ರಿಕ ಬಿಡ್ ತೆರೆಯುವ ದಿನಾಂಕ: 19-02-2026 ರಂದು ಸಂಜೆ 5.00 ಗಂಟೆಗೆ. — [662, 770, 950, 817]
court-date: ದಿನಾಂಕ: 04-02-2026 — [979, 1747, 1073, 1760]
table-row — [343, 889, 630, 903]
logo-name: ಹೊಸದಿಗಂತ — [170, 7, 276, 37]
court-advocate: ವಾದಿಯರ ಪರ ವಕೀಲರು: ಸಿ.ಎಂ.ನಾಗರಾಜ್ — [979, 192, 1066, 220]
ad-body: ಹರಿಹರ ನಗರಸಭೆ ವ್ಯಾಪ್ತಿಯಲ್ಲಿ ಬರುವ ಕಛೇರಿ ಕಟ್ಟಡಕ್ಕೆ ಸಿಸಿ ಕ್ಯಾಮರಾ ಅಳವಡಿಸುವ ಬಗ್ಗೆ ಅರ್ಹ ಸರಬರಾಜುದಾರರಿಂದ ಮೊಹರು ಮಾಡಿದ ಕೋಟೇಷನ್‌ಗಳನ್ನು ಆಹ್ವಾನಿಸಲಾಗಿದೆ. ಕೋಟೇಷನ್‌ಗಳನ್ನು ದಿನಾಂಕ: 10-02-2026 ರ ಸಂಜೆ 5.00 ಗಂಟೆಯೊಳಗಾಗಿ ಸಲ್ಲಿಸತಕ್ಕದ್ದು. — [342, 723, 630, 779]
table-cell: 4u rack box with fan — [373, 931, 543, 945]
court-date: ದಿನಾಂಕ: 04-02-2026 — [661, 1391, 755, 1404]
table-cell: No's — [543, 889, 573, 903]
ad-office: ಕಾರ್ಯಪಾಲಕ ಅಭಿಯಂತರರ ಕಛೇರಿ, ಯಶವಂತಪುರ ವಿಭಾಗ, 4ನೇ ಕ್ರಾಸ್, ಬಿಇಎಲ್ ರಸ್ತೆ, ಬೆಂಗಳೂರು-560070 — [73, 868, 311, 893]
ad-ref: ಸಂಖ್ಯೆ: NHM/DWD/NPF/308/2025-26 — [662, 642, 839, 655]
ad-date: ದಿನಾಂಕ: 03-02-2026 — [856, 192, 950, 205]
court-notice-shimoga-3rd-addl: ಮಾನ್ಯ 3ನೇ ಹೆಚ್ಚುವರಿ ಸಿವಿಲ್ ನ್ಯಾಯಾಧೀಶರ ನ್ಯಾಯಾಲಯ ಮತ್ತು ಜೆ.ಎಂ.ಎಫ್.ಸಿ.ಶಿವಮೊಗ್ಗ ಓ.ಎಸ್.ನಂ: 30/2026 ಸಾರ್ವಜನಿಕ ಪ್ರಕಟಣೆ ಅರ್ಜಿದಾರರು: 1) ರೇಣುಕಾ ಬಿ. ಕೋಂ ಬಸವರಾಜ್ ಡಿ., 55 ವರ್ಷ, ಶಿವಮೊಗ್ಗ. ಮೇಲ್ಕಂಡ ಅರ್ಜಿದಾರರು ವಂಶವೃಕ್ಷ ಪ್ರಮಾಣಪತ್ರ ಪಡೆಯಲು ಅರ್ಜಿ ಸಲ್ಲಿಸಿದ್ದು, ಸದರಿ ಅರ್ಜಿಯ ಬಗ್ಗೆ ಯಾರಿಗಾದರೂ ಆಕ್ಷೇಪಣೆ ಇದ್ದಲ್ಲಿ ದಿನಾಂಕ: 02-03-2026 ರಂದು ಬೆಳಿಗ್ಗೆ 11 ಗಂಟೆಗೆ ನ್ಯಾಯಾಲಯದಲ್ಲಿ ಹಾಜರಾಗಿ ಆಕ್ಷೇಪಣೆ ಸಲ್ಲಿಸಬಹುದು. ಅರ್ಜಿದಾರರ ಪರ ವಕೀಲರು: ಶ್ರೀನಿವಾಸಮೂರ್ತಿ ಕೆ.ಹೆಚ್. ದಿನಾಂಕ: 04-02-2026 ಸಿವಿಲ್ ನ್ಯಾಯಾಧೀಶರು ಮತ್ತು ಜೆ.ಎಂ.ಎಫ್.ಸಿ. ಶಿವಮೊಗ್ಗ — [652, 1168, 960, 1506]
edition-city: ಶಿವಮೊಗ್ಗ — [870, 20, 911, 35]
court-judge: ಪ್ರಧಾನ ಸಿವಿಲ್ ನ್ಯಾಯಾಧೀಶರು, ಶಿಕಾರಿಪುರ — [1162, 192, 1269, 220]
table-header: Item Name — [373, 786, 543, 811]
court-advocate: ಅರ್ಜಿದಾರರ ಪರ ವಕೀಲರು: ನವೀನ ಕುಮಾರ್ ಡಿ.ಕೆ. — [341, 1733, 460, 1761]
table-header: ಕೋರಿರುವ ವಲಯ — [1222, 617, 1267, 650]
table-cell: No's — [543, 825, 573, 850]
court-case-number: ಅಸಲು ದಾವೆ ನಂ: 371/2026 — [1060, 28, 1188, 41]
table-cell: ಭಾಗ್ಯ ಪಿ.ಆರ್. ಕೋಂ ಜಿ. ರಂಗಸ್ವಾಮಿ — [981, 650, 1045, 683]
ad-schedule: 1) ಟೆಂಡರ್ ದಾಖಲೆಗಳನ್ನು ಡೌನ್‌ಲೋಡ್ ಮಾಡಲು ಪ್ರಾರಂಭ ದಿನಾಂಕ: 06-02-2026. 2) ಟೆಂಡರ್ ಸಲ್ಲಿಸಲು ಕೊನೆಯ ದಿನಾಂಕ: 16-02-2026 ರಂದು ಸಂಜೆ 4:00 ಗಂಟೆ. 3) ತಾಂತ್ರಿಕ ಬಿಡ್ ತೆರೆಯುವ ದಿನಾಂಕ: 18-02-2026 ರಂದು ಸಂಜೆ 4:30 ಗಂಟೆ. — [24, 1088, 312, 1152]
table-cell: 1 — [573, 864, 629, 889]
publish-date: 05 ಫೆಬ್ರವರಿ 2026 — [760, 26, 859, 42]
table-header: Unit — [543, 786, 573, 811]
masthead-rule — [18, 54, 990, 57]
table-header: Sl No — [343, 786, 373, 811]
ad-body: ಕರ್ನಾಟಕ ಸರ್ಕಾರದ ಪರವಾಗಿ ಕಾರ್ಯನಿರ್ವಾಹಕ ಅಭಿಯಂತರರು, ಪಂಚಾಯತ ರಾಜ್ ಇಂಜಿನೀಯರಿಂಗ್ ವಿಭಾಗ ಕಾರವಾರ ಇವರಿಂದ ಲೋಕೋಪಯೋಗಿ ಇಲಾಖೆಯಲ್ಲಿ ನೋಂದಾಯಿಸಿದ ಅರ್ಹ ಗುತ್ತಿಗೆದಾರರಿಂದ Standard Tender Document ನ K.W-1,2 ರ ಪ್ರಕಾರ ಈ ಕೆಳಕಂಡ ಕಾಮಗಾರಿಗಳಿಗೆ https://kppp.karnataka.gov.in ರಲ್ಲಿ ಪ್ರಕಟಿಸಲಾಗಿದೆ. ಟೆಂಡರ್ ದಸ್ತಾವೇಜುಗಳನ್ನು ವೆಬ್‌ಸೈಟ್‌ನಲ್ಲಿ ಪಡೆಯಬಹುದು. — [188, 198, 630, 261]
table-row — [343, 973, 630, 987]
table-cell: Wireless mouse — [373, 945, 543, 959]
ad-contact: ದೂರವಾಣಿ ಸಂಖ್ಯೆ: 9481992104 E-Mail ID: acfkhanapur2@gmail.com — [708, 972, 904, 1000]
table-row — [343, 825, 630, 850]
table-cell: 7. — [343, 917, 373, 931]
harihar-quotation-ad — [332, 626, 640, 1130]
ad-ref: ನಸಹ/ಕಂಪ್ಯೂ/ಕೋಟೆ-15/2025-26 — [342, 678, 477, 690]
ad-email: dhobagalkote@gmail.com — [406, 1202, 566, 1216]
court-notice-shimoga-jmfc: ಮಾನ್ಯ ಜೆ.ಎಂ.ಎಫ್.ಸಿ. 1ನೇ ನ್ಯಾಯಾಲಯ, ಶಿವಮೊಗ್ಗ ಸಿ.ಮಿಸ್.ನಂ: 454/2025 ಸಾರ್ವಜನಿಕ ಪ್ರಕಟಣೆ ಅರ್ಜಿದಾರರು: 1) ಎಂ.ಆರ್.ರಾಘವೇಂದ್ರ ಬಿನ್ ಎಂ.ಆರ್.ರಾಮಚಂದ್ರ, 58 ವರ್ಷ, ಶಿವಮೊಗ್ಗ. ಮೇಲ್ಕಂಡ ಅರ್ಜಿದಾರರು ಜನನ ಪ್ರಮಾಣಪತ್ರದಲ್ಲಿ ಹೆಸರು ತಿದ್ದುಪಡಿ ಮಾಡಲು ಅರ್ಜಿ ಸಲ್ಲಿಸಿದ್ದು, ಯಾರಿಗಾದರೂ ಆಕ್ಷೇಪಣೆಗಳಿದ್ದಲ್ಲಿ ದಿನಾಂಕ: 28-02-2026 ರಂದು ಬೆಳಿಗ್ಗೆ 11 ಗಂಟೆಗೆ ನ್ಯಾಯಾಲಯದಲ್ಲಿ ಹಾಜರಾಗಬಹುದು. ಅರ್ಜಿದಾರರ ಪರ ವಕೀಲರು: ಶರತ್ ಹೆಚ್.ಎನ್. ದಿನಾಂಕ: 02-02-2026 ಮಾನ್ಯ 1ನೇ ಜೆ.ಎಂ.ಎಫ್.ಸಿ. ನ್ಯಾಯಾಧೀಶರು, ಶಿವಮೊಗ್ಗ — [970, 1164, 1278, 1498]
table-cell: ವಾರ್ಡ್ ಸಂಖ್ಯೆ-67 ಮತ್ತು 68 ರಲ್ಲಿ ಚರಂಡಿ ದುರಸ್ತಿ ಕಾಮಗಾರಿ — [41, 1033, 246, 1058]
court-case-number: ಸಿ.ಮಿಸ್.ನಂ: 656/2025 — [430, 1553, 542, 1566]
ad-body: ಖಾನಾಪುರ ಉಪ ವಿಭಾಗದಲ್ಲಿ 2025-26 ನೇ ಸಾಲಿನಲ್ಲಿ CAMPA ಯೋಜನೆಯಡಿ ಕಾಮಗಾರಿಗಳನ್ನು ಕೈಗೊಳ್ಳಲು ದಿನಾಂಕ 03-02-2026 ರಂದು ಇ-ಪ್ರೋಕ್ಯೂರ್‌ಮೆಂಟ್ ಪೋರ್ಟಲ್ ಮುಖಾಂತರ KFD/2025-26/BD/WORK_INDENT30176 (OTHERS) ಟೆಂಡರ್ ಕರೆಯಲಾಗಿದೆ. ಹೆಚ್ಚಿನ ಮಾಹಿತಿಗಾಗಿ ಈ ಕಚೇರಿಯನ್ನು ಸಂಪರ್ಕಿಸಬಹುದು. — [662, 1047, 950, 1127]
ad-band: ಅಲ್ಪಾವಧಿ ಇ-ಟೆಂಡರ್ ಪ್ರಕಟಣೆ — [342, 1239, 630, 1258]
ad-code: ವಾಅಪ/ಧಾರವಾಡ/1188/ಮಾಹಿತಿ/2025-26 — [664, 446, 777, 455]
ad-email: ka.harihar.cmc@gmail.com — [471, 656, 630, 668]
table-cell: 1. — [343, 811, 373, 825]
ad-title: ರಾಷ್ಟ್ರೀಯ ಆರೋಗ್ಯ ಅಭಿಯಾನ ಜಿಲ್ಲಾ ಆರೋಗ್ಯ ಮತ್ತು ಕುಟುಂಬ ಕಲ್ಯಾಣ ಸಂಘ — [711, 559, 901, 590]
emblem-icon: 🏛 — [24, 849, 66, 891]
ad-signoff: ಸಹಿ/- ಕಾರ್ಯನಿರ್ವಾಹಕ ಅಭಿಯಂತರರು, ಪಂಚಾಯತ ರಾಜ್ ಇಂಜಿನೀಯರಿಂಗ್ ವಿಭಾಗ, ಕಾರವಾರ — [301, 386, 630, 399]
table-cell: 5g router — [373, 889, 543, 903]
registration-marks — [800, 2004, 845, 2013]
table-cell: 12. — [343, 987, 373, 1001]
table-row — [343, 931, 630, 945]
court-judge: ಸಿ/- ಶಿರಸ್ತೇದಾರರು, ಮಾನ್ಯ ಪ್ರಧಾನ ಕಿರಿಯ ಸಿವಿಲ್ ನ್ಯಾಯಾಧೀಶರು — [809, 1733, 951, 1761]
table-row — [343, 903, 630, 917]
court-body: ಅರ್ಜಿದಾರರು: 1) ಮಲ್ಲಮ್ಮ ಬಿನ್ ಲೇಟ್ ತಿಮ್ಮಪ್ಪ, ಸುಮಾರು 70 ವರ್ಷ. ಮೇಲ್ಕಂಡ ಅರ್ಜಿದಾರರು ಮರಣ ಪ್ರಮಾಣಪತ್ರ ಪಡೆಯಲು ಅರ್ಜಿ ಸಲ್ಲಿಸಿದ್ದು ದಿನಾಂಕ: 19-02-2026 ರಂದು ಬೆಳಿಗ್ಗೆ 11 ಗಂಟೆಗೆ ನ್ಯಾಯಾಲಯದಲ್ಲಿ ಹಾಜರಾಗಬಹುದು. — [341, 1597, 631, 1661]
table-cell: 5. — [343, 889, 373, 903]
land-use-table — [980, 616, 1268, 683]
ad-phone: ದೂರವಾಣಿ: 0836-2224098, 2224195, 2224301, 222616. — [675, 148, 939, 176]
ad-date: ದಿನಾಂಕ: 31.01.2026 — [1175, 503, 1268, 516]
ad-title: ಸಹಾಯಕ ಅಭಿಯಂತರರ ಕಾರ್ಯಾಲಯ ಸಣ್ಣ ನೀರಾವರಿ ಉಪ ವಿಭಾಗ, ಖಾನಾಪುರ — [665, 940, 947, 972]
court-body: ವಾದಿಯರು: 1) ನರೇಂದ್ರ ಬಿನ್ ಬಸಪ್ಪ ಶಿವಪ್ಪ, ಸುಮಾರು 29 ವರ್ಷ, ಕೃಷಿಕರು, ಶಿಕಾರಿಪುರ ತಾಲ್ಲೂಕು. ಪ್ರತಿವಾದಿಯರು: 1) ರತ್ನಮ್ಮ ಕೋಂ ಹಾಲಪ್ಪ ನಾಯ್ಕ, ಸುಮಾರು 50 ವರ್ಷ. ಮೇಲ್ಕಂಡ ವಾದಿಯರು ದಾವೆ ಹೂಡಿದ್ದು, ನಿಮಗೆ ಸಮನ್ಸ್ ಜಾರಿಯಾಗಿರುವುದಿಲ್ಲ. ಆದ್ದರಿಂದ ನೀವು ದಿನಾಂಕ: 12-03-2026 ರಂದು ಬೆಳಿಗ್ಗೆ 11.00 ಗಂಟೆಗೆ ನ್ಯಾಯಾಲಯದಲ್ಲಿ ಖುದ್ದಾಗಿ ಅಥವಾ ವಕೀಲರ ಮೂಲಕ ಹಾಜರಾಗಿ ನಿಮ್ಮ ವಾದ ಮಂಡಿಸಲು ತಿಳಿಸಲಾಗಿದೆ. ತಪ್ಪಿದಲ್ಲಿ ಏಕಪಕ್ಷೀಯವಾಗಿ ತೀರ್ಮಾನಿಸಲಾಗುವುದು. — [979, 72, 1269, 185]
table-header: Quantity — [573, 786, 629, 811]
table-row — [25, 1033, 312, 1058]
court-advocate: ಅರ್ಜಿದಾರರ ಪರ ವಕೀಲರು: ನವೀನ ಕುಮಾರ್ ಡಿ.ಕೆ. — [661, 1733, 780, 1761]
table-cell: 5mp bullet hd audio camera — [373, 811, 543, 825]
document-lost-notice — [14, 636, 320, 832]
ad-title: ನಗರ ಯೋಜನಾ ಪ್ರಾಧಿಕಾರ, ಹಿರಿಯೂರು. — [1015, 422, 1233, 441]
table-cell: Camera configuration and installation — [373, 1026, 543, 1051]
ad-band: ಅಲ್ಪಾವಧಿ ಟೆಂಡರ್ ಪ್ರಕಟಣೆ — [24, 916, 312, 935]
court-title: ಮಾನ್ಯ 3ನೇ ಹೆಚ್ಚುವರಿ ಸಿವಿಲ್ ನ್ಯಾಯಾಧೀಶರ ನ್ಯಾಯಾಲಯ ಮತ್ತು ಜೆ.ಎಂ.ಎಫ್.ಸಿ.ಶಿವಮೊಗ್ಗ — [667, 1175, 945, 1205]
ad-band: ಮರು ಇ-ಟೆಂಡರ್ ಪ್ರಕಟಣೆ — [664, 213, 950, 232]
table-cell: No's — [543, 917, 573, 931]
table-cell: 1 — [573, 917, 629, 931]
table-row — [343, 987, 630, 1001]
table-header: ಅರ್ಜಿದಾರರ ಹೆಸರು — [981, 617, 1045, 650]
table-cell: ಕೃಷಿ ವಲಯ — [1134, 650, 1222, 683]
court-title: ಮಾನ್ಯ ಪ್ರಧಾನ ಸಿವಿಲ್ ನ್ಯಾಯಾಧೀಶರು ಮತ್ತು ಜೆ.ಎಂ.ಎಫ್.ಸಿ. ನ್ಯಾಯಾಲಯ, ಹೊಸನಗರ — [992, 837, 1256, 867]
nhm-dharwad-tender-ad — [652, 546, 960, 894]
court-case-number: ಕ್ರಿಮಿನಲ್ ಮಿಸ್.ನಂ: 487/2025 — [1055, 1545, 1193, 1558]
ad-ref: ಸಂಖ್ಯೆ: ಹು.ಧಾ.ನ.ಅ.ಪ್ರಾ/ಇ.ವಿ./ಟೆಂ.ಸಾ. ನಂ. 21/2025-26/5472 — [664, 179, 916, 192]
table-cell: No's — [543, 987, 573, 1001]
ad-title: ಜಿಲ್ಲಾ ಆರೋಗ್ಯ ಮತ್ತು ಕುಟುಂಬ ಕಲ್ಯಾಣ ಅಧಿಕಾರಿಗಳ ಕಾರ್ಯಾಲಯ, ಬಾಗಲಕೋಟ-587103. — [346, 1170, 626, 1202]
bagalkot-tender-ad — [332, 1148, 640, 1506]
ad-code: ವಾಅಪ/ಬಳ್ಳಾರಿ/959/ಕೆಎಸ್‌ಎಂಸಿಎ/2025-26 — [24, 1787, 137, 1796]
table-cell: No's — [543, 903, 573, 917]
bengaluru-west-tender-ad — [14, 838, 322, 1436]
table-cell: Wall mount — [373, 987, 543, 1001]
imprint-footer — [20, 1940, 1289, 1978]
table-cell: ಹಿರಿಯೂರು ಕಸಬಾ ಸ.ನಂ. 27/2 ವಿಸ್ತೀರ್ಣ 02 ಎಕರೆ 09 ಗುಂಟೆ — [1045, 650, 1135, 683]
ad-body: ಕರ್ನಾಟಕ ಸಾರ್ವಜನಿಕ ಸಂಗ್ರಹಣೆಗಳಲ್ಲಿ ಪಾರದರ್ಶಕತೆ ಅಧಿನಿಯಮ 1999 - 2000 ರ ನಿಯಮದಂತೆ ಸ್ಟ್ಯಾಂಡರ್ಡ್ ಟೆಂಡರ್ ದಸ್ತಾವೇಜಿನಲ್ಲಿ ಕರ್ನಾಟಕ ಲೋಕೋಪಯೋಗಿ ಇಲಾಖೆ ಗ್ರೂಪ್ ಹೊಂದಿದ ಅರ್ಹ ಸಿವಿಲ್ / ವಿದ್ಯುತ್ ಗುತ್ತಿಗೆದಾರರಿಂದ ಕೆ.ಪಿ.ಪಿ.ಪಿ. www.kppp.karnataka.gov.in ರಲ್ಲಿ ಮೂಲಕ ಟೆಂಡರ್‌ಗಳನ್ನು ಆಹ್ವಾನಿಸಲಾಗಿದೆ. 1) INDENT No.: 56/CALL-2, b) INDENT No.: 57/CALL-2. — [664, 236, 950, 333]
ad-signoff: ಸಹಿ/- ಆಯುಕ್ತರು, ಹುಬ್ಬಳ್ಳಿ - ಧಾರವಾಡ ನಗರಾಭಿವೃದ್ಧಿ ಪ್ರಾಧಿಕಾರ, ಹುಬ್ಬಳ್ಳಿ. — [697, 431, 950, 444]
court-body: ವಾದಿಯರು: ರಮೇಶ ಎಂ.ಆರ್. ಪ್ರತಿವಾದಿಯರು: ಸರ್ಕಾರಿ ಶಾಲೆ ಹೊಸನಗರ ಮತ್ತು ಇತರರು. ಮೇಲ್ಕಂಡ ವಾದಿಯರು ದಾವೆ ಹೂಡಿದ್ದು ನೀವು ದಿನಾಂಕ: 03-02-2026 ರಂದು ಬೆಳಿಗ್ಗೆ 11 ಗಂಟೆಗೆ ನ್ಯಾಯಾಲಯದಲ್ಲಿ ಹಾಜರಾಗಲು ತಿಳಿಸಲಾಗಿದೆ. — [979, 911, 1269, 958]
court-case-number: ಓ.ಎಸ್.ನಂ: 30/2026 — [755, 1205, 857, 1218]
ad-band: ಇ-ಪ್ರೋಕ್ಯೂರ್‌ಮೆಂಟ್ ಪೋರ್ಟಲ್ ಮುಖಾಂತರ — [662, 1024, 950, 1043]
khanapur-tender-ad — [652, 918, 960, 1162]
registration-marks — [1168, 2004, 1213, 2013]
table-row — [343, 917, 630, 931]
table-cell: 1 — [573, 945, 629, 959]
ad-body: ಹಿರಿಯೂರು ನಗರ ಯೋಜನಾ ಪ್ರಾಧಿಕಾರದ ವ್ಯಾಪ್ತಿಯಲ್ಲಿ ಈ ಕೆಳಕಂಡ ಜಮೀನುಗಳನ್ನು ಭೂ ಉಪಯೋಗ ಬದಲಾವಣೆ ಮಾಡಲು ಕರ್ನಾಟಕ ನಗರ ಮತ್ತು ಗ್ರಾಮಾಂತರ ಯೋಜನಾ ಕಾಯ್ದೆ 1961 ರ ಕಲಂ 14-A ರ ಪ್ರಕಾರ ಅರ್ಜಿ ಸಲ್ಲಿಸಲಾಗಿದೆ. — [980, 547, 1268, 610]
news-brief — [14, 88, 172, 626]
ad-date: ದಿನಾಂಕ: 03-02-2026 — [856, 642, 950, 655]
ad-items: ಕಾಮಗಾರಿಯ ಹೆಸರು: (ಲೆಕ್ಕಶೀರ್ಷಿಕೆ: 2245-08-101-0-01-059) ರಾಷ್ಟ್ರೀಯ ವಿಪತ್ತು ಉಪಶಮನ ನಿಧಿ (NDRF) ಮತ್ತು ರಾಜ್ಯ ವಿಪತ್ತು ಉಪಶಮನ ನಿಧಿ (SDRF) ಯೋಜನೆಯಡಿ ಕುಮಟಾ ತಾಲೂಕಿನ ಹೊನ್ನಾವರ ವ್ಯಾಪ್ತಿಯ ರಸ್ತೆಗಳ ದುರಸ್ತಿ ಕಾಮಗಾರಿ. ಅಂದಾಜು ಮೊತ್ತ ರೂ. 15.00 ಲಕ್ಷ, ಇಎಂಡಿ ರೂ. 18750.00, ಅವಧಿ: 03 ತಿಂಗಳು. (1) ಕುಮಟಾ ತಾಲೂಕಿನ ಮಾಣಿಕ ರಸ್ತೆ ಸುಧಾರಣೆ ಅಂದಾಜು ಮೊತ್ತ ರೂ. 30.00 ಲಕ್ಷ. (2) ಕುಮಟಾ ತಾಲೂಕು ಅರ್ಗೋದ ರಸ್ತೆ ದುರಸ್ತಿ ಅಂದಾಜು ಮೊತ್ತ ರೂ. 27.30 ಲಕ್ಷ. (3) ಕುಮಟಾ ತಾಲೂಕಿನ ಹೊನ್ನೆಹಳ್ಳಿ ರಸ್ತೆ ಅಭಿವೃದ್ಧಿ ಮೊತ್ತ ರೂ. 23.16 ಲಕ್ಷ. ಟೆಂಡರ್ ಸಲ್ಲಿಸಲು ಕೊನೆಯ ದಿನಾಂಕ: 19.02.2026 ರ ಸಂಜೆ 16.30 ರವರೆಗೆ. ತಾಂತ್ರಿಕ ಬಿಡ್ ತೆರೆಯುವ ದಿನಾಂಕ: 20.02.2026 ರ ಸಂಜೆ 16.31 ಘಂಟೆಗೆ. — [188, 267, 630, 380]
ad-signoff: ಸಹಿ/- ವಿ. ಶ್ರೀನಿವಾಸ, ಕೆ.ಎ.ಎಸ್. ಸದಸ್ಯ ಕಾರ್ಯದರ್ಶಿ, ನಗರ ಯೋಜನಾ ಪ್ರಾಧಿಕಾರ, ಹಿರಿಯೂರು. — [986, 725, 1268, 753]
imprint-line-1: Hosadigantha kannada daily Printed & Published by P.S. Prakash on behalf of Jnanabharathi Prakashana Limited. Printed at Digantha Mudrana, New Thirthahalli Road, Shivamogga - 577201 — [43, 1941, 1266, 1957]
